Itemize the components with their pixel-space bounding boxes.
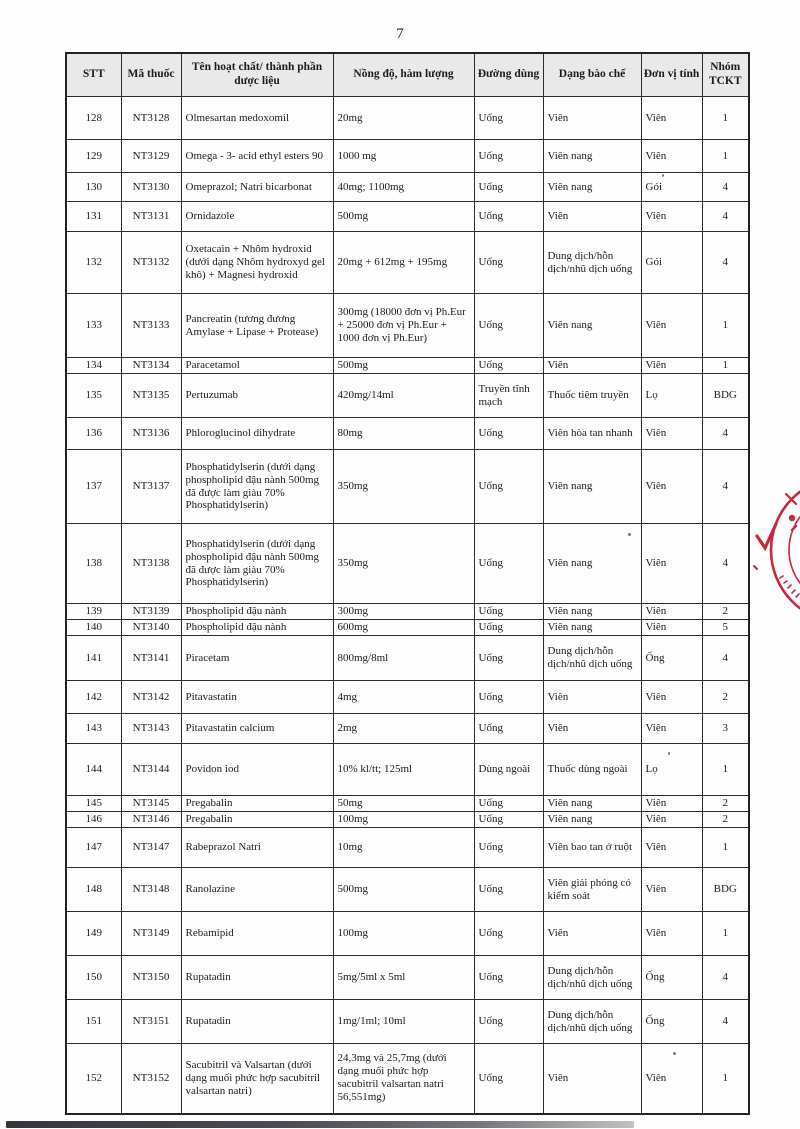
- cell-dosage-form: Dung dịch/hỗn dịch/nhũ dịch uống: [543, 956, 641, 1000]
- cell-ingredient-name: Sacubitril và Valsartan (dưới dạng muối phức hợp sacubitril valsartan natri): [181, 1044, 333, 1114]
- cell-dosage-form: Viên giải phóng có kiểm soát: [543, 868, 641, 912]
- table-row: [66, 1044, 749, 1114]
- cell-dosage-form: Dung dịch/hỗn dịch/nhũ dịch uống: [543, 232, 641, 294]
- cell-strength: 5mg/5ml x 5ml: [333, 956, 474, 1000]
- table-row: [66, 636, 749, 681]
- cell-ingredient-name: Phosphatidylserin (dưới dạng phospholipid đậu nành 500mg đã được làm giàu 70% Phosphatidylserin): [181, 450, 333, 524]
- cell-ingredient-name: Ornidazole: [181, 202, 333, 232]
- cell-route: Uống: [474, 681, 543, 714]
- cell-drug-code: NT3139: [121, 604, 181, 620]
- cell-unit: Viên: [641, 97, 702, 140]
- cell-ingredient-name: Rebamipid: [181, 912, 333, 956]
- cell-dosage-form: Viên nang: [543, 524, 641, 604]
- cell-drug-code: NT3142: [121, 681, 181, 714]
- cell-strength: 1mg/1ml; 10ml: [333, 1000, 474, 1044]
- cell-stt: 152: [66, 1044, 121, 1114]
- cell-unit: Ống: [641, 956, 702, 1000]
- cell-stt: 135: [66, 374, 121, 418]
- cell-route: Uống: [474, 868, 543, 912]
- cell-group: 4: [702, 636, 749, 681]
- cell-group: 1: [702, 140, 749, 173]
- cell-route: Dùng ngoài: [474, 744, 543, 796]
- table-row: [66, 418, 749, 450]
- cell-dosage-form: Viên hòa tan nhanh: [543, 418, 641, 450]
- cell-route: Uống: [474, 97, 543, 140]
- cell-dosage-form: Viên nang: [543, 620, 641, 636]
- cell-route: Uống: [474, 173, 543, 202]
- cell-route: Uống: [474, 232, 543, 294]
- cell-stt: 144: [66, 744, 121, 796]
- cell-strength: 40mg; 1100mg: [333, 173, 474, 202]
- cell-dosage-form: Viên: [543, 358, 641, 374]
- cell-route: Uống: [474, 294, 543, 358]
- cell-group: 2: [702, 812, 749, 828]
- cell-stt: 138: [66, 524, 121, 604]
- cell-drug-code: NT3136: [121, 418, 181, 450]
- cell-group: 1: [702, 1044, 749, 1114]
- cell-route: Uống: [474, 912, 543, 956]
- cell-ingredient-name: Pregabalin: [181, 796, 333, 812]
- table-row: [66, 450, 749, 524]
- cell-stt: 143: [66, 714, 121, 744]
- cell-drug-code: NT3146: [121, 812, 181, 828]
- cell-dosage-form: Viên: [543, 202, 641, 232]
- cell-drug-code: NT3147: [121, 828, 181, 868]
- cell-route: Uống: [474, 620, 543, 636]
- cell-drug-code: NT3152: [121, 1044, 181, 1114]
- cell-unit: Viên: [641, 418, 702, 450]
- header-group: Nhóm TCKT: [702, 53, 749, 97]
- cell-ingredient-name: Pancreatin (tương đương Amylase + Lipase + Protease): [181, 294, 333, 358]
- table-body: [66, 97, 749, 1114]
- cell-unit: Viên: [641, 358, 702, 374]
- cell-route: Uống: [474, 140, 543, 173]
- table-row: [66, 232, 749, 294]
- cell-unit: Gói: [641, 173, 702, 202]
- cell-dosage-form: Viên: [543, 97, 641, 140]
- cell-group: 4: [702, 232, 749, 294]
- cell-group: 1: [702, 358, 749, 374]
- table-row: [66, 714, 749, 744]
- table-row: [66, 202, 749, 232]
- cell-strength: 1000 mg: [333, 140, 474, 173]
- header-ingredient-name: Tên hoạt chất/ thành phần dược liệu: [181, 53, 333, 97]
- cell-unit: Viên: [641, 294, 702, 358]
- drug-list-table: [65, 52, 750, 1115]
- cell-ingredient-name: Pregabalin: [181, 812, 333, 828]
- cell-dosage-form: Viên nang: [543, 140, 641, 173]
- cell-stt: 150: [66, 956, 121, 1000]
- cell-strength: 10mg: [333, 828, 474, 868]
- table-row: [66, 140, 749, 173]
- cell-unit: Lọ: [641, 744, 702, 796]
- cell-group: 1: [702, 97, 749, 140]
- cell-route: Truyền tĩnh mạch: [474, 374, 543, 418]
- table-row: [66, 1000, 749, 1044]
- cell-strength: 80mg: [333, 418, 474, 450]
- table-row: [66, 358, 749, 374]
- cell-unit: Ống: [641, 636, 702, 681]
- cell-stt: 146: [66, 812, 121, 828]
- cell-dosage-form: Viên nang: [543, 450, 641, 524]
- cell-route: Uống: [474, 524, 543, 604]
- cell-strength: 350mg: [333, 524, 474, 604]
- cell-group: 4: [702, 418, 749, 450]
- table-row: [66, 868, 749, 912]
- cell-group: BDG: [702, 374, 749, 418]
- table-row: [66, 912, 749, 956]
- cell-drug-code: NT3137: [121, 450, 181, 524]
- cell-strength: 300mg (18000 đơn vị Ph.Eur + 25000 đơn vị Ph.Eur + 1000 đơn vị Ph.Eur): [333, 294, 474, 358]
- cell-strength: 10% kl/tt; 125ml: [333, 744, 474, 796]
- cell-unit: Viên: [641, 796, 702, 812]
- cell-group: 4: [702, 524, 749, 604]
- cell-group: 4: [702, 173, 749, 202]
- cell-unit: Viên: [641, 202, 702, 232]
- cell-unit: Viên: [641, 714, 702, 744]
- cell-ingredient-name: Phospholipid đậu nành: [181, 604, 333, 620]
- cell-strength: 300mg: [333, 604, 474, 620]
- cell-strength: 350mg: [333, 450, 474, 524]
- cell-dosage-form: Viên: [543, 1044, 641, 1114]
- table-row: [66, 796, 749, 812]
- cell-stt: 128: [66, 97, 121, 140]
- cell-route: Uống: [474, 418, 543, 450]
- cell-strength: 4mg: [333, 681, 474, 714]
- cell-drug-code: NT3148: [121, 868, 181, 912]
- cell-drug-code: NT3143: [121, 714, 181, 744]
- header-dosage-form: Dạng bào chế: [543, 53, 641, 97]
- cell-route: Uống: [474, 1000, 543, 1044]
- cell-dosage-form: Viên nang: [543, 812, 641, 828]
- cell-drug-code: NT3131: [121, 202, 181, 232]
- cell-group: BDG: [702, 868, 749, 912]
- cell-ingredient-name: Phospholipid đậu nành: [181, 620, 333, 636]
- cell-drug-code: NT3151: [121, 1000, 181, 1044]
- cell-drug-code: NT3129: [121, 140, 181, 173]
- cell-ingredient-name: Pertuzumab: [181, 374, 333, 418]
- scan-speck: [628, 533, 631, 536]
- cell-strength: 500mg: [333, 202, 474, 232]
- table-row: [66, 620, 749, 636]
- cell-drug-code: NT3133: [121, 294, 181, 358]
- cell-group: 1: [702, 828, 749, 868]
- header-strength: Nồng độ, hàm lượng: [333, 53, 474, 97]
- cell-group: 1: [702, 294, 749, 358]
- cell-strength: 2mg: [333, 714, 474, 744]
- cell-ingredient-name: Phosphatidylserin (dưới dạng phospholipid đậu nành 500mg đã được làm giàu 70% Phosphatidylserin): [181, 524, 333, 604]
- cell-unit: Gói: [641, 232, 702, 294]
- cell-group: 2: [702, 681, 749, 714]
- cell-route: Uống: [474, 828, 543, 868]
- cell-strength: 600mg: [333, 620, 474, 636]
- table-row: [66, 812, 749, 828]
- cell-ingredient-name: Omega - 3- acid ethyl esters 90: [181, 140, 333, 173]
- cell-route: Uống: [474, 714, 543, 744]
- cell-drug-code: NT3145: [121, 796, 181, 812]
- cell-dosage-form: Viên: [543, 681, 641, 714]
- cell-strength: 100mg: [333, 912, 474, 956]
- cell-unit: Viên: [641, 524, 702, 604]
- cell-unit: Viên: [641, 681, 702, 714]
- header-drug-code: Mã thuốc: [121, 53, 181, 97]
- cell-stt: 141: [66, 636, 121, 681]
- cell-drug-code: NT3134: [121, 358, 181, 374]
- cell-group: 1: [702, 744, 749, 796]
- cell-unit: Viên: [641, 604, 702, 620]
- table-row: [66, 173, 749, 202]
- cell-drug-code: NT3141: [121, 636, 181, 681]
- cell-ingredient-name: Omeprazol; Natri bicarbonat: [181, 173, 333, 202]
- header-row: [66, 53, 749, 97]
- cell-route: Uống: [474, 358, 543, 374]
- header-unit: Đơn vị tính: [641, 53, 702, 97]
- cell-strength: 100mg: [333, 812, 474, 828]
- cell-strength: 20mg + 612mg + 195mg: [333, 232, 474, 294]
- cell-unit: Viên: [641, 620, 702, 636]
- cell-stt: 132: [66, 232, 121, 294]
- table-row: [66, 744, 749, 796]
- table-row: [66, 374, 749, 418]
- cell-stt: 149: [66, 912, 121, 956]
- cell-group: 4: [702, 1000, 749, 1044]
- cell-ingredient-name: Rupatadin: [181, 1000, 333, 1044]
- table-row: [66, 604, 749, 620]
- cell-drug-code: NT3150: [121, 956, 181, 1000]
- cell-group: 4: [702, 202, 749, 232]
- cell-route: Uống: [474, 956, 543, 1000]
- cell-group: 5: [702, 620, 749, 636]
- cell-stt: 136: [66, 418, 121, 450]
- scan-speck: [662, 174, 664, 177]
- cell-strength: 800mg/8ml: [333, 636, 474, 681]
- cell-unit: Viên: [641, 868, 702, 912]
- cell-group: 1: [702, 912, 749, 956]
- cell-unit: Viên: [641, 140, 702, 173]
- cell-dosage-form: Viên nang: [543, 796, 641, 812]
- cell-route: Uống: [474, 812, 543, 828]
- table-row: [66, 681, 749, 714]
- cell-strength: 420mg/14ml: [333, 374, 474, 418]
- table-row: [66, 97, 749, 140]
- cell-dosage-form: Viên: [543, 912, 641, 956]
- cell-ingredient-name: Povidon iod: [181, 744, 333, 796]
- cell-strength: 24,3mg và 25,7mg (dưới dạng muối phức hợp sacubitril valsartan natri 56,551mg): [333, 1044, 474, 1114]
- page-number: 7: [396, 26, 404, 42]
- header-stt: STT: [66, 53, 121, 97]
- cell-ingredient-name: Oxetacain + Nhôm hydroxid (dưới dạng Nhôm hydroxyd gel khô) + Magnesi hydroxid: [181, 232, 333, 294]
- cell-group: 2: [702, 796, 749, 812]
- cell-route: Uống: [474, 1044, 543, 1114]
- scan-edge-bar: [6, 1121, 634, 1128]
- cell-strength: 500mg: [333, 358, 474, 374]
- cell-stt: 130: [66, 173, 121, 202]
- cell-group: 3: [702, 714, 749, 744]
- cell-unit: Ống: [641, 1000, 702, 1044]
- cell-dosage-form: Viên: [543, 714, 641, 744]
- cell-unit: Viên: [641, 450, 702, 524]
- header-route: Đường dùng: [474, 53, 543, 97]
- cell-ingredient-name: Phloroglucinol dihydrate: [181, 418, 333, 450]
- cell-stt: 145: [66, 796, 121, 812]
- cell-route: Uống: [474, 796, 543, 812]
- cell-stt: 147: [66, 828, 121, 868]
- cell-group: 2: [702, 604, 749, 620]
- cell-strength: 50mg: [333, 796, 474, 812]
- cell-stt: 140: [66, 620, 121, 636]
- cell-route: Uống: [474, 202, 543, 232]
- cell-route: Uống: [474, 450, 543, 524]
- table-row: [66, 524, 749, 604]
- cell-dosage-form: Viên nang: [543, 173, 641, 202]
- table-row: [66, 956, 749, 1000]
- cell-unit: Viên: [641, 828, 702, 868]
- cell-unit: Viên: [641, 812, 702, 828]
- official-stamp: [752, 474, 800, 632]
- cell-drug-code: NT3132: [121, 232, 181, 294]
- cell-dosage-form: Thuốc dùng ngoài: [543, 744, 641, 796]
- cell-stt: 131: [66, 202, 121, 232]
- cell-route: Uống: [474, 604, 543, 620]
- cell-ingredient-name: Pitavastatin calcium: [181, 714, 333, 744]
- cell-dosage-form: Viên nang: [543, 604, 641, 620]
- cell-stt: 133: [66, 294, 121, 358]
- cell-drug-code: NT3138: [121, 524, 181, 604]
- cell-ingredient-name: Paracetamol: [181, 358, 333, 374]
- cell-stt: 134: [66, 358, 121, 374]
- cell-drug-code: NT3135: [121, 374, 181, 418]
- cell-dosage-form: Viên bao tan ở ruột: [543, 828, 641, 868]
- scan-speck: [673, 1052, 676, 1055]
- cell-drug-code: NT3128: [121, 97, 181, 140]
- cell-ingredient-name: Pitavastatin: [181, 681, 333, 714]
- cell-drug-code: NT3149: [121, 912, 181, 956]
- cell-group: 4: [702, 956, 749, 1000]
- cell-drug-code: NT3130: [121, 173, 181, 202]
- cell-drug-code: NT3140: [121, 620, 181, 636]
- cell-dosage-form: Viên nang: [543, 294, 641, 358]
- cell-ingredient-name: Piracetam: [181, 636, 333, 681]
- stamp-graphic: [752, 474, 800, 632]
- cell-unit: Viên: [641, 1044, 702, 1114]
- scan-speck: [668, 752, 670, 755]
- table-row: [66, 828, 749, 868]
- cell-unit: Lọ: [641, 374, 702, 418]
- cell-stt: 142: [66, 681, 121, 714]
- cell-ingredient-name: Rupatadin: [181, 956, 333, 1000]
- cell-dosage-form: Thuốc tiêm truyền: [543, 374, 641, 418]
- cell-stt: 129: [66, 140, 121, 173]
- cell-stt: 148: [66, 868, 121, 912]
- cell-stt: 151: [66, 1000, 121, 1044]
- cell-route: Uống: [474, 636, 543, 681]
- cell-ingredient-name: Ranolazine: [181, 868, 333, 912]
- cell-drug-code: NT3144: [121, 744, 181, 796]
- cell-strength: 500mg: [333, 868, 474, 912]
- cell-ingredient-name: Olmesartan medoxomil: [181, 97, 333, 140]
- cell-group: 4: [702, 450, 749, 524]
- cell-ingredient-name: Rabeprazol Natri: [181, 828, 333, 868]
- table-row: [66, 294, 749, 358]
- cell-strength: 20mg: [333, 97, 474, 140]
- cell-unit: Viên: [641, 912, 702, 956]
- cell-stt: 139: [66, 604, 121, 620]
- cell-dosage-form: Dung dịch/hỗn dịch/nhũ dịch uống: [543, 1000, 641, 1044]
- cell-dosage-form: Dung dịch/hỗn dịch/nhũ dịch uống: [543, 636, 641, 681]
- cell-stt: 137: [66, 450, 121, 524]
